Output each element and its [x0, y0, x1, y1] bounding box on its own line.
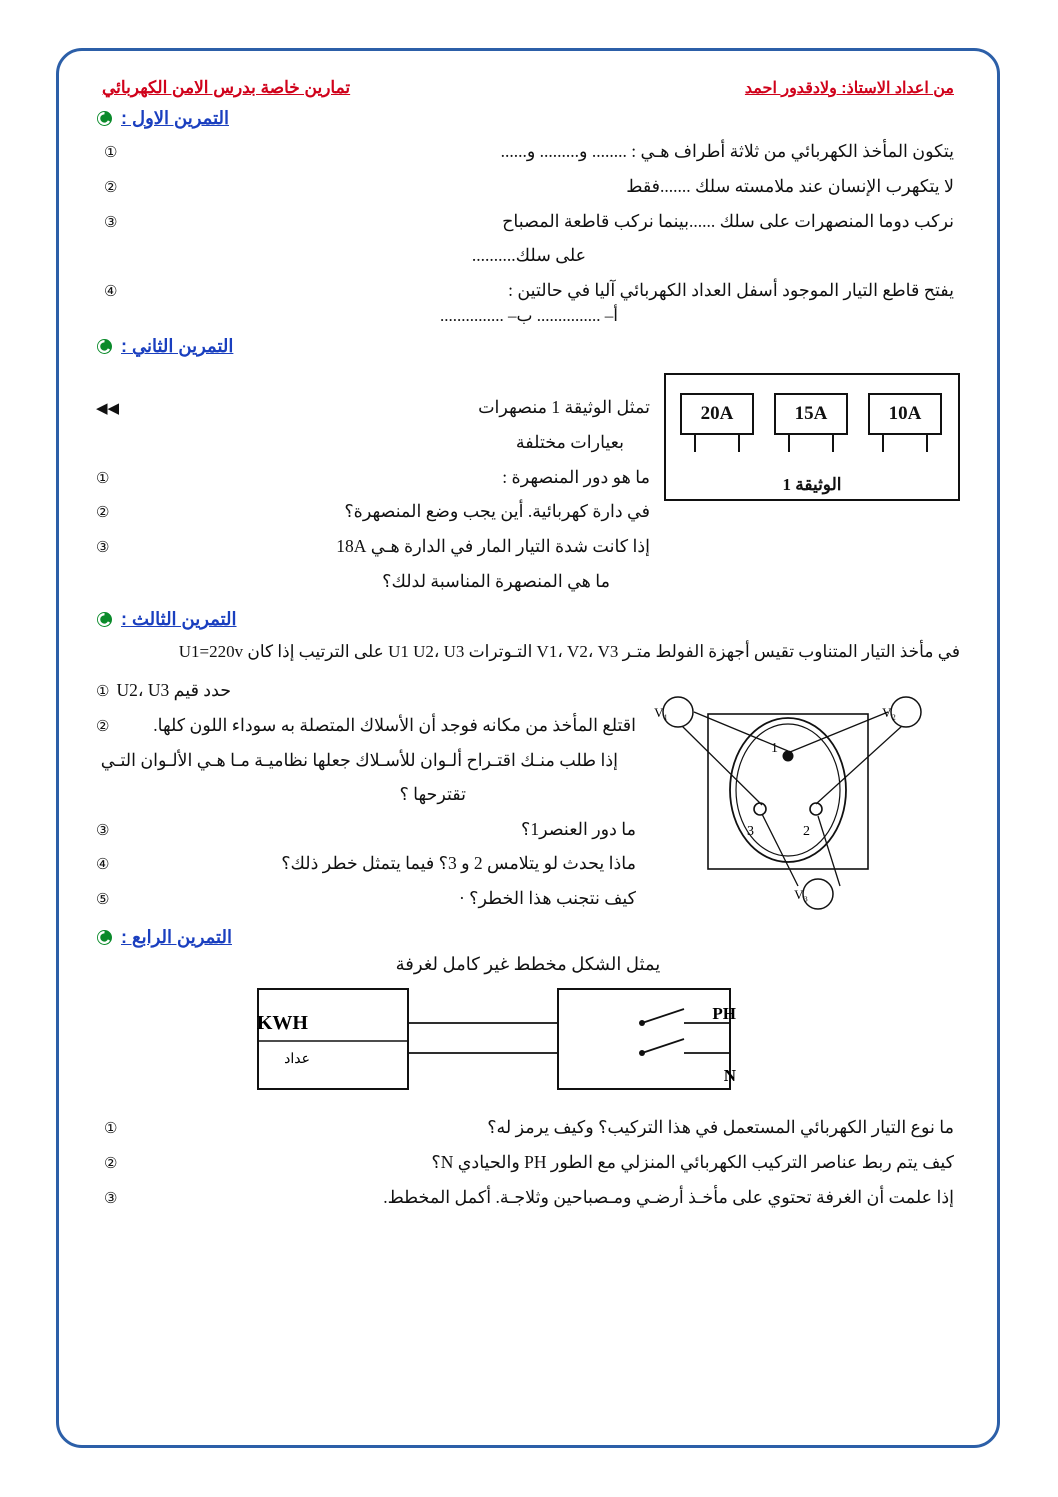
- exercise2-figure: [660, 363, 960, 501]
- exercise2-lead2: [96, 426, 650, 458]
- item-number: ①: [96, 684, 110, 701]
- item-text: لا يتكهرب الإنسان عند ملامسته سلك .......فقط: [626, 175, 954, 196]
- item-text: كيف يتم ربط عناصر التركيب الكهربائي المنزلي مع الطور PH والحيادي N؟: [431, 1152, 954, 1173]
- exercise3-item-2-cont2: [96, 778, 636, 810]
- meter-label: KWH: [256, 1012, 308, 1035]
- exercise1-item-4-sub: أ– ............... ب– ...............: [440, 306, 618, 326]
- item-number: ②: [96, 719, 110, 736]
- play-arrow-icon: ◀◀: [96, 401, 120, 418]
- bullet-icon: [96, 338, 113, 355]
- svg-text:2: 2: [803, 824, 810, 840]
- exercise1-heading: [96, 108, 956, 129]
- item-text: حدد قيم U2، U3: [116, 680, 232, 701]
- item-text: بعيارات مختلفة: [515, 432, 624, 453]
- exercise1-items: [96, 135, 960, 326]
- item-text: إذا كانت شدة التيار المار في الدارة هـي 18A: [336, 536, 650, 556]
- item-number: ⑤: [96, 892, 110, 909]
- exercise3-title: التمرين الثالث :: [121, 609, 237, 630]
- item-text: كيف نتجنب هذا الخطر؟ ·: [458, 888, 636, 909]
- exercise3-item-4: [96, 847, 636, 880]
- item-number: ②: [104, 1156, 118, 1173]
- document-body: [70, 60, 986, 1436]
- exercise2-heading: [96, 336, 956, 357]
- item-number: ①: [104, 1121, 118, 1138]
- svg-text:V₃: V₃: [794, 887, 808, 903]
- item-text: ما دور العنصر1؟: [521, 818, 636, 839]
- item-text: يفتح قاطع التيار الموجود أسفل العداد الكهربائي آليا في حالتين :: [508, 279, 954, 300]
- exercise1-item-1: [104, 135, 954, 168]
- item-text: إذا طلب منـك اقتـراح ألـوان للأسـلاك جعلها نظاميـة مـا هـي الألـوان التـي: [100, 749, 618, 770]
- exercise1-item-2: [104, 170, 954, 203]
- exercise4-heading: [96, 927, 956, 948]
- svg-text:V₂: V₂: [882, 705, 896, 721]
- exercise1-title: التمرين الاول :: [121, 108, 229, 128]
- exercise3-item-5: [96, 882, 636, 915]
- item-number: ③: [96, 540, 110, 556]
- exercise4-lead: يمثل الشكل مخطط غير كامل لغرفة: [395, 954, 661, 975]
- exercise2-item-2: [96, 495, 650, 528]
- exercise4-item-3: [104, 1181, 954, 1214]
- exercise1-item-4: [104, 274, 954, 307]
- exercise4-title: التمرين الرابع :: [121, 927, 232, 948]
- exercise2-body: [96, 363, 960, 599]
- item-text: تمثل الوثيقة 1 منصهرات: [478, 397, 650, 418]
- svg-text:3: 3: [747, 824, 754, 840]
- item-text: اقتلع المأخذ من مكانه فوجد أن الأسلاك المتصلة به سوداء اللون كلها.: [153, 715, 636, 736]
- socket-voltmeter-diagram: [650, 672, 960, 917]
- exercise2-item-3-cont: [96, 565, 650, 597]
- meter-sub-label: عداد: [284, 1052, 310, 1068]
- exercise2-items: [96, 363, 650, 599]
- item-text: ما نوع التيار الكهربائي المستعمل في هذا التركيب؟ وكيف يرمز له؟: [487, 1117, 954, 1138]
- item-text: يتكون المأخذ الكهربائي من ثلاثة أطراف هـي : ........ و......... و......: [500, 141, 954, 161]
- item-text: في دارة كهربائية. أين يجب وضع المنصهرة؟: [344, 501, 650, 522]
- item-number: ③: [104, 1190, 118, 1207]
- item-number: ④: [104, 283, 118, 300]
- fuse-panel: [664, 373, 960, 501]
- item-text: ما هي المنصهرة المناسبة لدلك؟: [382, 570, 610, 591]
- exercise3-item-2: [96, 709, 636, 742]
- item-number: ③: [104, 214, 118, 231]
- fuse-20a: 20A: [680, 393, 754, 435]
- item-number: ④: [96, 857, 110, 874]
- item-number: ②: [104, 179, 118, 196]
- document-header: [96, 78, 960, 98]
- item-text: إذا علمت أن الغرفة تحتوي على مأخـذ أرضـي ومـصباحين وثلاجـة. أكمل المخطط.: [383, 1186, 954, 1207]
- bullet-icon: [96, 110, 113, 127]
- svg-text:V₁: V₁: [654, 705, 668, 721]
- exercise3-lead: في مأخذ التيار المتناوب تقيس أجهزة الفولط متـر V1، V2، V3 التـوترات U1 U2، U3 على الترتيب إذا كان U1=220v: [178, 642, 960, 662]
- exercise3-heading: [96, 609, 956, 630]
- svg-text:1: 1: [771, 741, 778, 757]
- document-author: من اعداد الاستاذ: ولادقدور احمد: [744, 80, 954, 97]
- exercise2-title: التمرين الثاني :: [121, 336, 234, 357]
- exercise3-figure: [640, 672, 960, 917]
- exercise4-item-2: [104, 1146, 954, 1179]
- item-number: ①: [96, 470, 110, 487]
- item-number: ①: [104, 145, 118, 161]
- exercise3-item-2-cont1: [96, 744, 636, 776]
- item-text: ماذا يحدث لو يتلامس 2 و 3؟ فيما يتمثل خطر ذلك؟: [281, 853, 636, 874]
- exercise4-figure: [96, 981, 960, 1101]
- exercise3-item-1: [96, 674, 636, 707]
- item-number: ③: [96, 822, 110, 839]
- exercise4-items: [96, 1111, 960, 1213]
- fuse-15a: 15A: [774, 393, 848, 435]
- document-title: تمارين خاصة بدرس الامن الكهربائي: [102, 78, 351, 97]
- item-text: على سلك..........: [471, 245, 587, 266]
- bullet-icon: [96, 611, 113, 628]
- neutral-label: N: [723, 1066, 736, 1086]
- house-circuit-diagram: [248, 981, 808, 1101]
- exercise3-item-3: [96, 813, 636, 846]
- exercise2-item-1: [96, 461, 650, 494]
- exercise3-items: [96, 672, 636, 917]
- exercise4-item-1: [104, 1111, 954, 1144]
- fuse-10a: 10A: [868, 393, 942, 435]
- phase-label: PH: [712, 1004, 736, 1024]
- exercise1-item-3-cont: [104, 239, 954, 271]
- item-text: ما هو دور المنصهرة :: [502, 466, 650, 487]
- figure-caption: الوثيقة 1: [782, 475, 842, 495]
- exercise1-item-3: [104, 205, 954, 238]
- item-text: نركب دوما المنصهرات على سلك ......بينما نركب قاطعة المصباح: [502, 210, 954, 231]
- item-text: تقترحها ؟: [399, 784, 466, 805]
- exercise2-lead: [96, 391, 650, 424]
- exercise3-body: [96, 672, 960, 917]
- item-number: ②: [96, 505, 110, 522]
- bullet-icon: [96, 929, 113, 946]
- exercise2-item-3: [96, 530, 650, 563]
